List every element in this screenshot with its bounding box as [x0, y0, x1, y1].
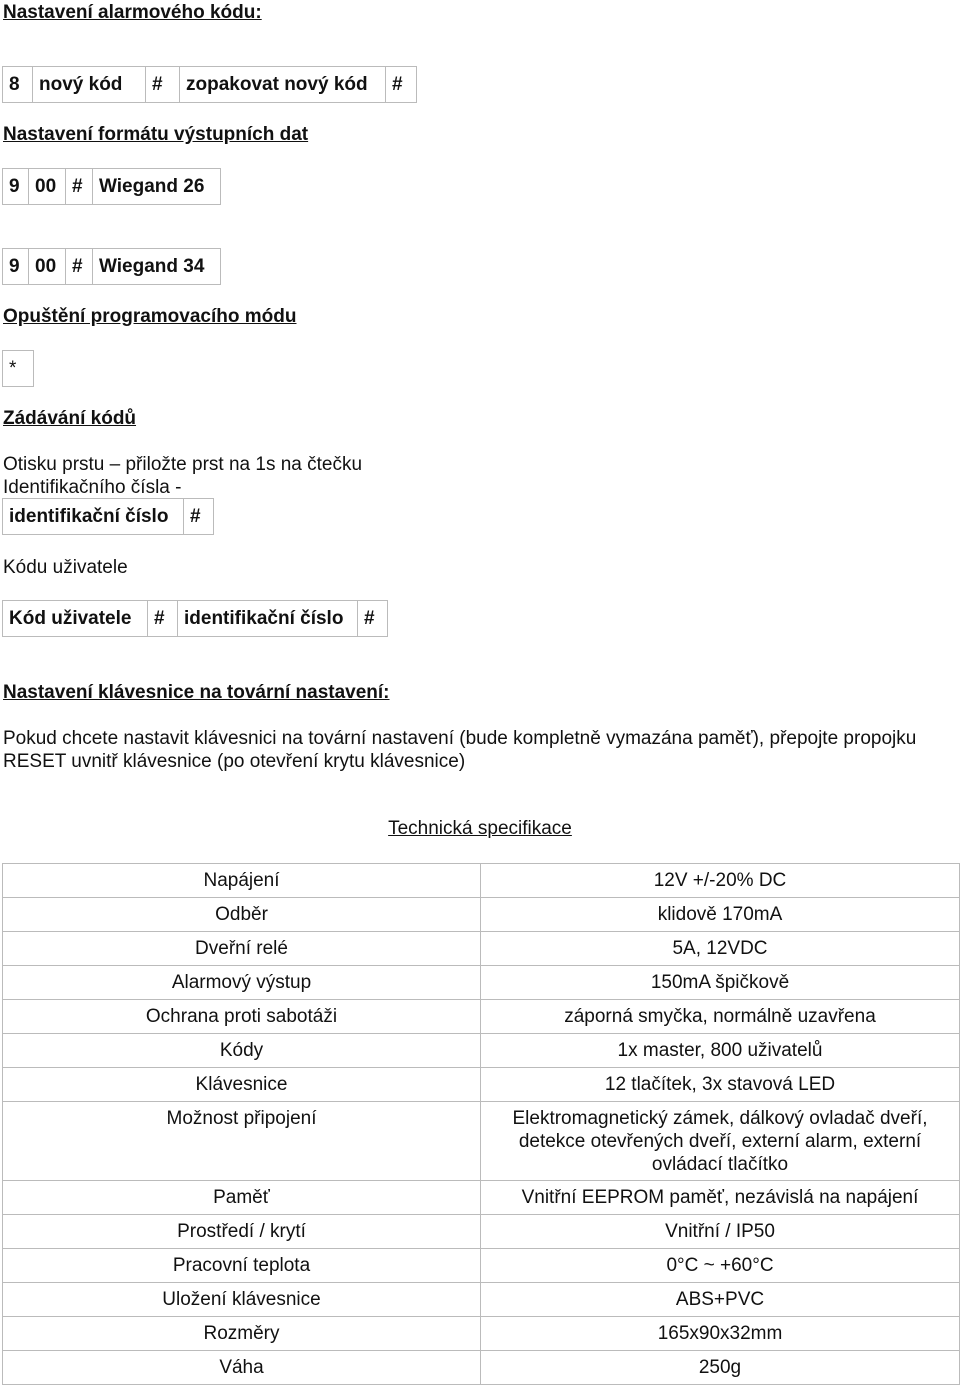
spec-value: záporná smyčka, normálně uzavřena — [481, 1000, 960, 1034]
table-row — [3, 1181, 960, 1215]
code-entry-heading: Zádávání kódů — [3, 408, 137, 429]
fingerprint-text: Otisku prstu – přiložte prst na 1s na čtečku — [3, 454, 363, 475]
table-row — [3, 1351, 960, 1385]
table-row — [3, 1102, 960, 1181]
exit-programming-heading: Opuštění programovacího módu — [3, 306, 297, 327]
spec-value: Vnitřní EEPROM paměť, nezávislá na napájení — [481, 1181, 960, 1215]
spec-value: Vnitřní / IP50 — [481, 1215, 960, 1249]
key-cell: Wiegand 34 — [93, 249, 221, 284]
key-cell: # — [148, 601, 178, 636]
table-row — [3, 1317, 960, 1351]
spec-label: Váha — [3, 1351, 481, 1385]
id-number-text: Identifikačního čísla - — [3, 477, 182, 498]
spec-label: Odběr — [3, 898, 481, 932]
alarm-code-heading: Nastavení alarmového kódu: — [3, 2, 262, 23]
factory-reset-text-line2: RESET uvnitř klávesnice (po otevření krytu klávesnice) — [3, 751, 466, 772]
spec-label: Prostředí / krytí — [3, 1215, 481, 1249]
key-cell: # — [146, 67, 180, 102]
spec-value: ABS+PVC — [481, 1283, 960, 1317]
spec-value: 12 tlačítek, 3x stavová LED — [481, 1068, 960, 1102]
spec-label: Rozměry — [3, 1317, 481, 1351]
table-row — [3, 864, 960, 898]
spec-title: Technická specifikace — [388, 818, 572, 839]
key-cell: Wiegand 26 — [93, 169, 221, 204]
spec-label: Paměť — [3, 1181, 481, 1215]
wiegand26-key-sequence — [2, 168, 221, 205]
spec-label: Dveřní relé — [3, 932, 481, 966]
wiegand34-key-sequence — [2, 248, 221, 285]
factory-reset-heading: Nastavení klávesnice na tovární nastavení: — [3, 682, 390, 703]
spec-label: Alarmový výstup — [3, 966, 481, 1000]
spec-value: klidově 170mA — [481, 898, 960, 932]
spec-value: 0°C ~ +60°C — [481, 1249, 960, 1283]
spec-table — [2, 863, 960, 1385]
table-row — [3, 898, 960, 932]
key-cell: identifikační číslo — [3, 499, 184, 534]
key-cell: zopakovat nový kód — [180, 67, 386, 102]
table-row — [3, 966, 960, 1000]
spec-value: 150mA špičkově — [481, 966, 960, 1000]
spec-value: 12V +/-20% DC — [481, 864, 960, 898]
table-row — [3, 1215, 960, 1249]
key-cell: Kód uživatele — [3, 601, 148, 636]
spec-value: 165x90x32mm — [481, 1317, 960, 1351]
key-cell: * — [3, 351, 34, 386]
table-row — [3, 932, 960, 966]
spec-label: Napájení — [3, 864, 481, 898]
spec-value: 5A, 12VDC — [481, 932, 960, 966]
spec-label: Ochrana proti sabotáži — [3, 1000, 481, 1034]
key-cell: nový kód — [33, 67, 146, 102]
spec-label: Pracovní teplota — [3, 1249, 481, 1283]
key-cell: 00 — [29, 169, 66, 204]
spec-value: 250g — [481, 1351, 960, 1385]
table-row — [3, 1034, 960, 1068]
key-cell: # — [66, 169, 93, 204]
table-row — [3, 1000, 960, 1034]
table-row — [3, 1068, 960, 1102]
key-cell: # — [184, 499, 214, 534]
exit-key-sequence — [2, 350, 34, 387]
table-row — [3, 1249, 960, 1283]
user-code-key-sequence — [2, 600, 388, 637]
factory-reset-text-line1: Pokud chcete nastavit klávesnici na tovární nastavení (bude kompletně vymazána paměť), přepojte propojku — [3, 728, 917, 749]
output-format-heading: Nastavení formátu výstupních dat — [3, 124, 309, 145]
spec-value: 1x master, 800 uživatelů — [481, 1034, 960, 1068]
spec-label: Kódy — [3, 1034, 481, 1068]
spec-value: Elektromagnetický zámek, dálkový ovladač dveří, detekce otevřených dveří, externí alarm, externí ovládací tlačítko — [481, 1102, 960, 1181]
key-cell: 9 — [3, 249, 29, 284]
alarm-code-key-sequence — [2, 66, 417, 103]
key-cell: 9 — [3, 169, 29, 204]
spec-label: Možnost připojení — [3, 1102, 481, 1181]
key-cell: # — [358, 601, 388, 636]
spec-label: Uložení klávesnice — [3, 1283, 481, 1317]
user-code-text: Kódu uživatele — [3, 557, 128, 578]
key-cell: 00 — [29, 249, 66, 284]
table-row — [3, 1283, 960, 1317]
key-cell: # — [386, 67, 417, 102]
key-cell: # — [66, 249, 93, 284]
key-cell: identifikační číslo — [178, 601, 358, 636]
key-cell: 8 — [3, 67, 33, 102]
id-number-key-sequence — [2, 498, 214, 535]
spec-label: Klávesnice — [3, 1068, 481, 1102]
